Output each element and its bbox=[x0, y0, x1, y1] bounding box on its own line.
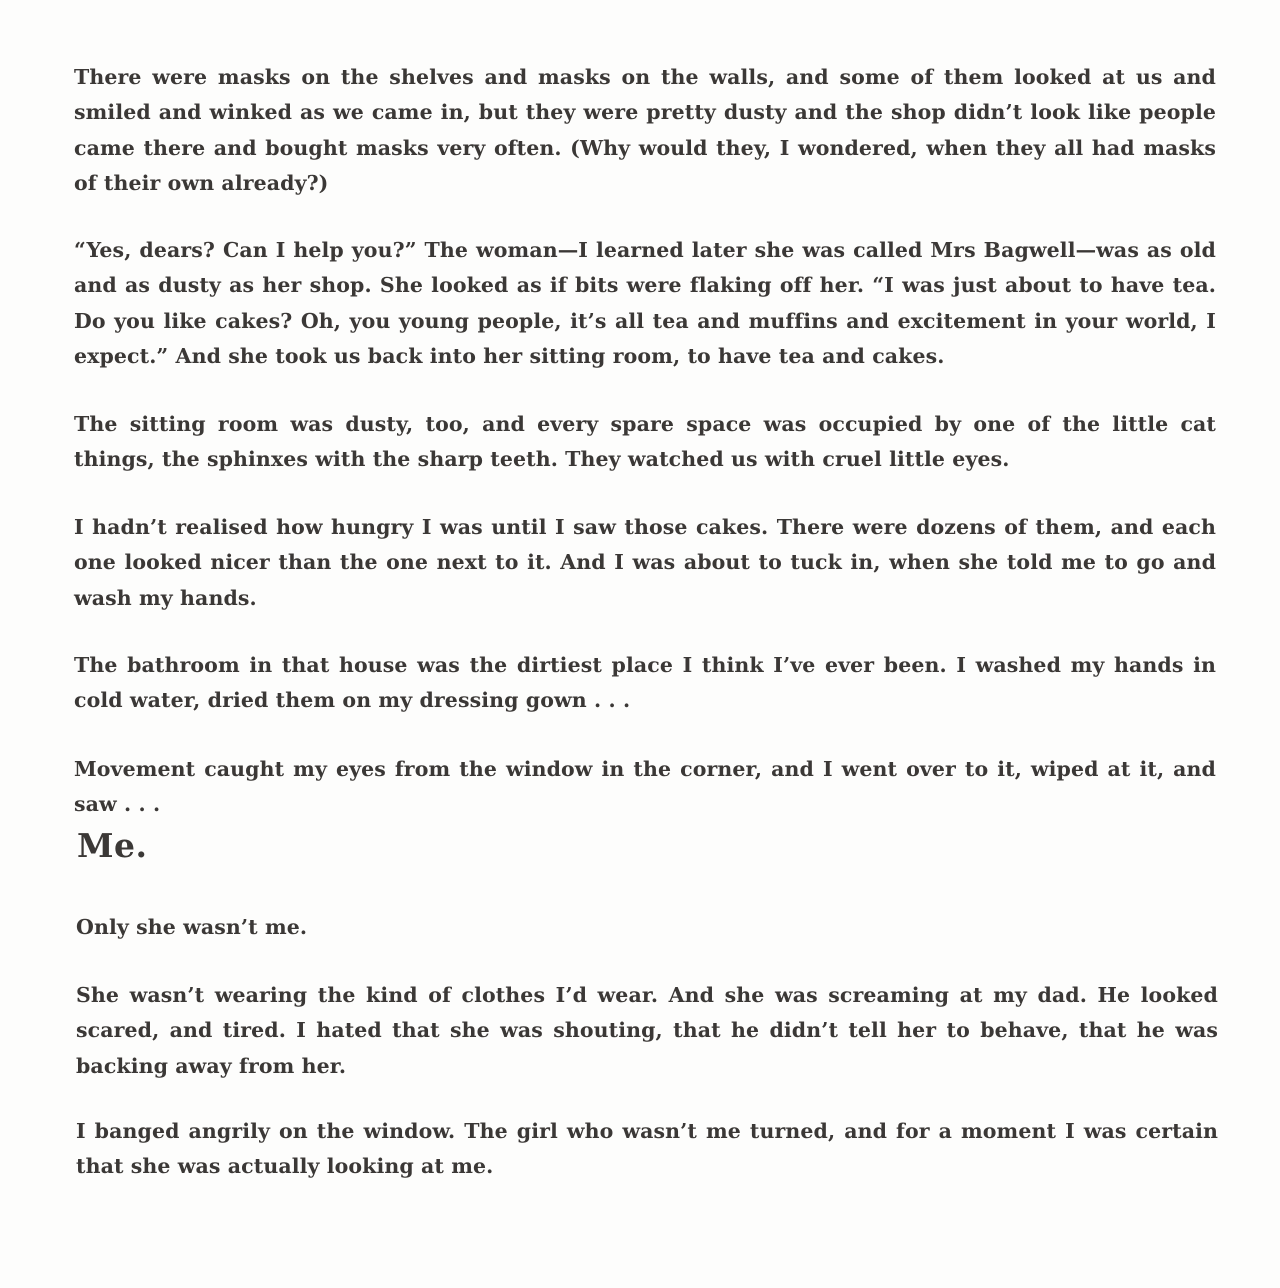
emphasis-heading: Me. bbox=[77, 826, 148, 865]
paragraph-masks: There were masks on the shelves and masks on the walls, and some of them looked at us and smiled and winked as we came in, but they were pretty dusty and the shop didn’t look like people came there and bought masks very often. (Why would they, I wondered, when they all had masks of their own already?) bbox=[74, 65, 1216, 195]
paragraph-clothes: She wasn’t wearing the kind of clothes I’d wear. And she was screaming at my dad. He looked scared, and tired. I hated that she was shouting, that he didn’t tell her to behave, that he was backing away from her. bbox=[76, 983, 1218, 1078]
paragraph-banged-window: I banged angrily on the window. The girl who wasn’t me turned, and for a moment I was certain that she was actually looking at me. bbox=[76, 1119, 1218, 1179]
paragraph-not-me: Only she wasn’t me. bbox=[76, 915, 308, 939]
paragraph-mrs-bagwell: “Yes, dears? Can I help you?” The woman—I learned later she was called Mrs Bagwell—was as old and as dusty as her shop. She looked as if bits were flaking off her. “I was just about to have tea. Do you like cakes? Oh, you young people, it’s all tea and muffins and excitement in your world, I expect.” And she took us back into her sitting room, to have tea and cakes. bbox=[74, 238, 1216, 368]
paragraph-cakes: I hadn’t realised how hungry I was until I saw those cakes. There were dozens of them, and each one looked nicer than the one next to it. And I was about to tuck in, when she told me to go and wash my hands. bbox=[74, 515, 1216, 610]
paragraph-sitting-room: The sitting room was dusty, too, and every spare space was occupied by one of the little cat things, the sphinxes with the sharp teeth. They watched us with cruel little eyes. bbox=[74, 412, 1216, 472]
paragraph-bathroom: The bathroom in that house was the dirtiest place I think I’ve ever been. I washed my hands in cold water, dried them on my dressing gown . . . bbox=[74, 653, 1216, 713]
paragraph-window: Movement caught my eyes from the window in the corner, and I went over to it, wiped at it, and saw . . . bbox=[74, 757, 1216, 817]
